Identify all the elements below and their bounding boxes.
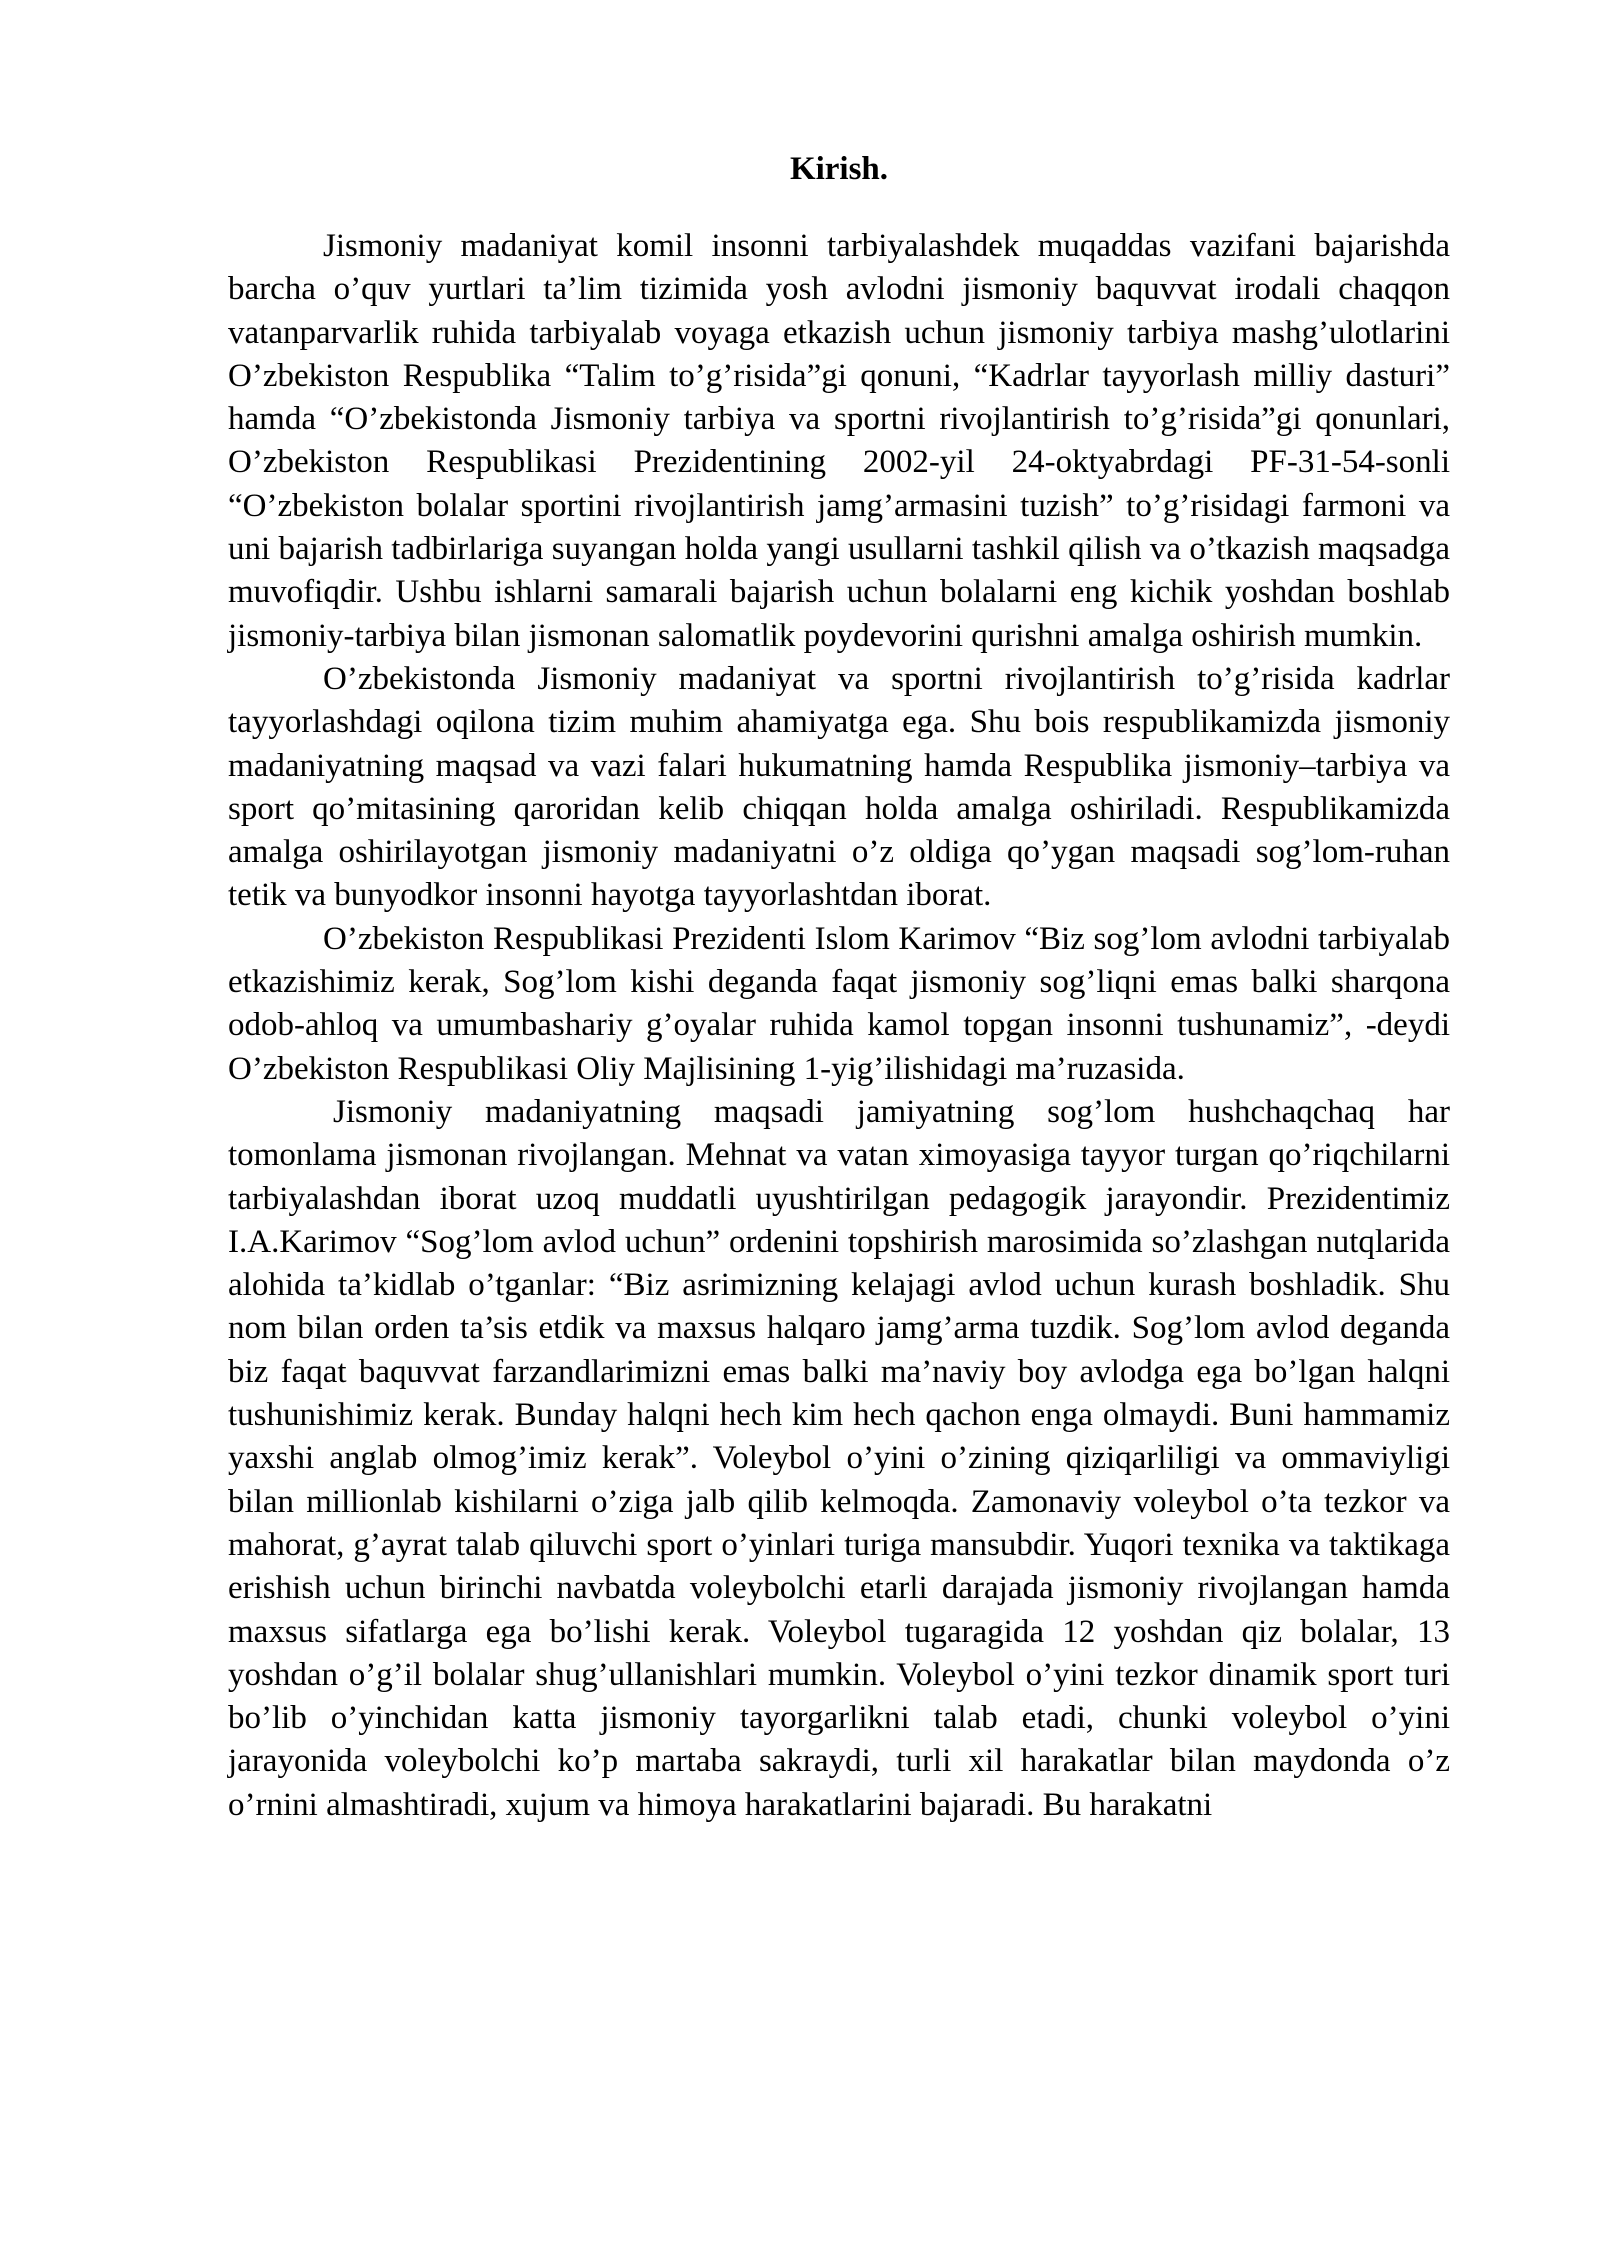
document-page <box>228 148 1450 1827</box>
paragraph-4: Jismoniy madaniyatning maqsadi jamiyatning sog’lom hushchaqchaq har tomonlama jismonan rivojlangan. Mehnat va vatan ximoyasiga tayyor turgan qo’riqchilarni tarbiyalashdan iborat uzoq muddatli uyushtirilgan pedagogik jarayondir. Prezidentimiz I.A.Karimov “Sog’lom avlod uchun” ordenini topshirish marosimida so’zlashgan nutqlarida alohida ta’kidlab o’tganlar: “Biz asrimizning kelajagi avlod uchun kurash boshladik. Shu nom bilan orden ta’sis etdik va maxsus halqaro jamg’arma tuzdik. Sog’lom avlod deganda biz faqat baquvvat farzandlarimizni emas balki ma’naviy boy avlodga ega bo’lgan halqni tushunishimiz kerak. Bunday halqni hech kim hech qachon enga olmaydi. Buni hammamiz yaxshi anglab olmog’imiz kerak”. Voleybol o’yini o’zining qiziqarliligi va ommaviyligi bilan millionlab kishilarni o’ziga jalb qilib kelmoqda. Zamonaviy voleybol o’ta tezkor va mahorat, g’ayrat talab qiluvchi sport o’yinlari turiga mansubdir. Yuqori texnika va taktikaga erishish uchun birinchi navbatda voleybolchi etarli darajada jismoniy rivojlangan hamda maxsus sifatlarga ega bo’lishi kerak. Voleybol tugaragida 12 yoshdan qiz bolalar, 13 yoshdan o’g’il bolalar shug’ullanishlari mumkin. Voleybol o’yini tezkor dinamik sport turi bo’lib o’yinchidan katta jismoniy tayorgarlikni talab etadi, chunki voleybol o’yini jarayonida voleybolchi ko’p martaba sakraydi, turli xil harakatlar bilan maydonda o’z o’rnini almashtiradi, xujum va himoya harakatlarini bajaradi. Bu harakatni <box>228 1093 1450 1823</box>
paragraph-3: O’zbekiston Respublikasi Prezidenti Islom Karimov “Biz sog’lom avlodni tarbiyalab etkazishimiz kerak, Sog’lom kishi deganda faqat jismoniy sog’liqni emas balki sharqona odob-ahloq va umumbashariy g’oyalar ruhida kamol topgan insonni tushunamiz”, -deydi O’zbekiston Respublikasi Oliy Majlisining 1-yig’ilishidagi ma’ruzasida. <box>228 920 1450 1087</box>
paragraph-1: Jismoniy madaniyat komil insonni tarbiyalashdek muqaddas vazifani bajarishda barcha o’quv yurtlari ta’lim tizimida yosh avlodni jismoniy baquvvat irodali chaqqon vatanparvarlik ruhida tarbiyalab voyaga etkazish uchun jismoniy tarbiya mashg’ulotlarini O’zbekiston Respublika “Talim to’g’risida”gi qonuni, “Kadrlar tayyorlash milliy dasturi” hamda “O’zbekistonda Jismoniy tarbiya va sportni rivojlantirish to’g’risida”gi qonunlari, O’zbekiston Respublikasi Prezidentining 2002-yil 24-oktyabrdagi PF-31-54-sonli “O’zbekiston bolalar sportini rivojlantirish jamg’armasini tuzish” to’g’risidagi farmoni va uni bajarish tadbirlariga suyangan holda yangi usullarni tashkil qilish va o’tkazish maqsadga muvofiqdir. Ushbu ishlarni samarali bajarish uchun bolalarni eng kichik yoshdan boshlab jismoniy-tarbiya bilan jismonan salomatlik poydevorini qurishni amalga oshirish mumkin. <box>228 228 1450 654</box>
document-title: Kirish. <box>789 151 889 187</box>
paragraph-2: O’zbekistonda Jismoniy madaniyat va sportni rivojlantirish to’g’risida kadrlar tayyorlashdagi oqilona tizim muhim ahamiyatga ega. Shu bois respublikamizda jismoniy madaniyatning maqsad va vazi falari hukumatning hamda Respublika jismoniy–tarbiya va sport qo’mitasining qaroridan kelib chiqqan holda amalga oshiriladi. Respublikamizda amalga oshirilayotgan jismoniy madaniyatni o’z oldiga qo’ygan maqsadi sog’lom-ruhan tetik va bunyodkor insonni hayotga tayyorlashtdan iborat. <box>228 660 1450 914</box>
